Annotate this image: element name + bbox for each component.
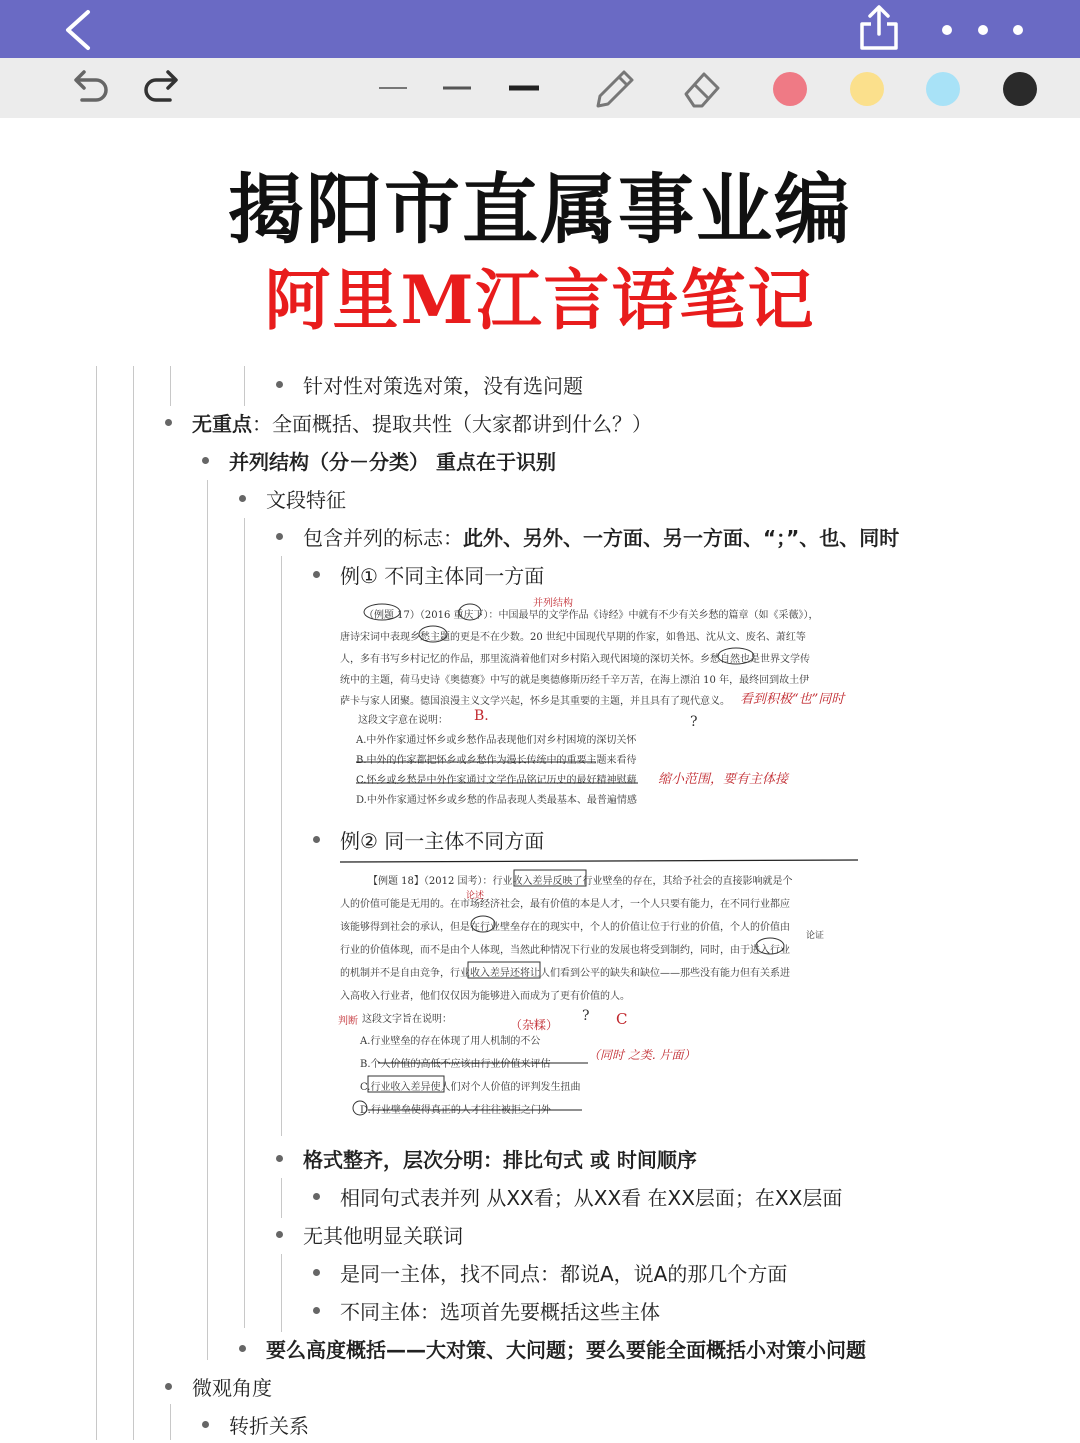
bullet-icon	[276, 533, 283, 540]
handwritten-note: 论证	[806, 931, 825, 941]
chevron-left-icon[interactable]	[60, 8, 100, 52]
bullet-icon	[313, 1307, 320, 1314]
title-block	[0, 160, 1080, 340]
bullet-icon	[165, 1383, 172, 1390]
scan-line: 该能够得到社会的承认，但是在行业壁垒存在的现实中，个人的价值让位于行业的价值，个人的价值由	[340, 922, 790, 933]
outline-guide	[170, 366, 171, 406]
scan-line: A.中外作家通过怀乡或乡愁作品表现他们对乡村困境的深切关怀	[356, 735, 637, 746]
scan-line: C.行业收入差异使人们对个人价值的评判发生扭曲	[360, 1082, 581, 1093]
scan-line: D.中外作家通过怀乡或乡愁的作品表现人类最基本、最普遍情感	[356, 795, 637, 806]
scan-line: 行业的价值体现，而不是由个人体现，当然此种情况下行业的发展也将受到制约，同时，由于进入行业	[340, 945, 790, 956]
example-1-scan	[338, 594, 860, 810]
scan-line: 唐诗宋词中表现乡愁主题的更是不在少数。20 世纪中国现代早期的作家，如鲁迅、沈从文、废名、萧红等	[340, 632, 806, 643]
handwritten-note: （杂糅）	[510, 1018, 559, 1032]
outline-guide	[244, 518, 245, 1328]
redo-icon[interactable]	[142, 66, 186, 110]
handwritten-note: B.	[474, 708, 489, 724]
outline-guide	[281, 556, 282, 1136]
bullet-icon	[165, 419, 172, 426]
color-swatch-blue[interactable]	[926, 72, 960, 106]
outline-item: 包含并列的标志： 此外、另外、一方面、另一方面、“；”、也、同时	[276, 517, 899, 555]
scan-line: 这段文字旨在说明：	[362, 1014, 452, 1025]
outline-item: 微观角度	[165, 1367, 272, 1405]
handwritten-note: ?	[690, 714, 698, 730]
outline-item: 文段特征	[239, 479, 346, 517]
scan-line: 人的价值可能是无用的。在市场经济社会，最有价值的本是人才，一个人只要有能力，在不同行业都应	[340, 899, 790, 910]
scan-line: B.中外的作家都把怀乡或乡愁作为漫长传统中的重要主题来看待	[356, 755, 637, 766]
share-icon[interactable]	[858, 4, 900, 52]
annotation-marks	[338, 858, 860, 1132]
thick-line-icon[interactable]	[506, 66, 542, 110]
outline-item: 要么高度概括——大对策、大问题；要么要能全面概括小对策小问题	[239, 1329, 866, 1367]
bullet-icon	[276, 381, 283, 388]
bullet-icon	[202, 1421, 209, 1428]
color-swatch-yellow[interactable]	[850, 72, 884, 106]
handwritten-note: ?	[582, 1008, 590, 1024]
bullet-icon	[313, 836, 320, 843]
bullet-icon	[239, 1345, 246, 1352]
outline-item: 无重点 ：全面概括、提取共性（大家都讲到什么？）	[165, 403, 652, 441]
scan-line: （例题 17）（2016 重庆下）：中国最早的文学作品《诗经》中就有不少有关乡愁的篇章（如《采薇》），	[364, 610, 819, 621]
scan-line: 人，多有书写乡村记忆的作品，那里流淌着他们对乡村陷入现代困境的深切关怀。乡愁自然也是世界文学传	[340, 654, 810, 665]
scan-line: 【例题 18】（2012 国考）：行业收入差异反映了行业壁垒的存在，其给予社会的直接影响就是个	[368, 876, 793, 887]
scan-line: A.行业壁垒的存在体现了用人机制的不公	[360, 1036, 541, 1047]
undo-icon[interactable]	[66, 66, 110, 110]
eraser-icon[interactable]	[680, 66, 724, 110]
outline-item: 转折关系	[202, 1405, 309, 1443]
color-swatch-pink[interactable]	[773, 72, 807, 106]
outline-guide	[133, 366, 134, 1440]
handwritten-note: 缩小范围，要有主体接	[658, 772, 789, 787]
bullet-icon	[313, 571, 320, 578]
scan-line: 萨卡与家人团聚。德国浪漫主义文学兴起，怀乡是其重要的主题，并且具有了现代意义。	[340, 696, 730, 707]
scan-line: B.个人价值的高低不应该由行业价值来评估	[360, 1059, 551, 1070]
example-2-scan	[338, 858, 860, 1132]
scan-line: D.行业壁垒使得真正的人才往往被拒之门外	[360, 1105, 551, 1116]
medium-line-icon[interactable]	[440, 66, 474, 110]
scan-line: 入高收入行业者，他们仅仅因为能够进入而成为了更有价值的人。	[340, 991, 630, 1002]
bullet-icon	[202, 457, 209, 464]
handwritten-note: C	[616, 1010, 628, 1028]
bullet-icon	[276, 1155, 283, 1162]
page-subtitle: 阿里M江言语笔记	[264, 261, 816, 339]
outline-item: 并列结构（分－分类） 重点在于识别	[202, 441, 556, 479]
handwritten-note: （同时 之类. 片面）	[588, 1048, 696, 1062]
scan-line: 统中的主题，荷马史诗《奥德赛》中写的就是奥德修斯历经千辛万苦，在海上漂泊 10 年，最终回到故土伊	[340, 675, 810, 686]
scan-line: 的机制并不是自由竞争，行业收入差异还将让人们看到公平的缺失和缺位——那些没有能力但有关系进	[340, 968, 790, 979]
scan-line: C.怀乡或乡愁是中外作家通过文学作品铭记历史的最好精神慰藉	[356, 775, 637, 786]
outline-guide	[96, 366, 97, 1440]
outline-guide	[281, 1254, 282, 1332]
drawing-toolbar	[0, 58, 1080, 118]
thin-line-icon[interactable]	[376, 66, 410, 110]
bullet-icon	[276, 1231, 283, 1238]
color-swatch-black[interactable]	[1003, 72, 1037, 106]
pencil-icon[interactable]	[590, 66, 636, 110]
outline-item: 不同主体：选项首先要概括这些主体	[313, 1291, 660, 1329]
outline-guide	[207, 480, 208, 1360]
outline-item: 相同句式表并列 从XX看；从XX看 在XX层面；在XX层面	[313, 1177, 842, 1215]
outline-item: 例② 同一主体不同方面	[313, 820, 544, 858]
outline-item: 是同一主体，找不同点：都说A，说A的那几个方面	[313, 1253, 787, 1291]
top-app-bar	[0, 0, 1080, 58]
scan-line: 这段文字意在说明：	[358, 715, 448, 726]
handwritten-note: 论述	[466, 891, 485, 901]
outline-item: 例① 不同主体同一方面	[313, 555, 544, 593]
outline-item: 格式整齐，层次分明：排比句式 或 时间顺序	[276, 1139, 697, 1177]
annotation-marks	[338, 594, 860, 810]
outline-item: 无其他明显关联词	[276, 1215, 463, 1253]
outline-guide	[244, 366, 245, 406]
more-dots-icon[interactable]	[938, 18, 1028, 42]
page-title: 揭阳市直属事业编	[228, 165, 852, 254]
outline-guide	[281, 1178, 282, 1218]
bullet-icon	[239, 495, 246, 502]
outline-guide	[170, 1404, 171, 1440]
handwritten-note: 判断	[338, 1016, 358, 1027]
bullet-icon	[313, 1269, 320, 1276]
handwritten-note: 并列结构	[533, 598, 573, 609]
bullet-icon	[313, 1193, 320, 1200]
outline-item: 针对性对策选对策，没有选问题	[276, 365, 583, 403]
handwritten-note: 看到积极“也”同时	[740, 692, 845, 707]
